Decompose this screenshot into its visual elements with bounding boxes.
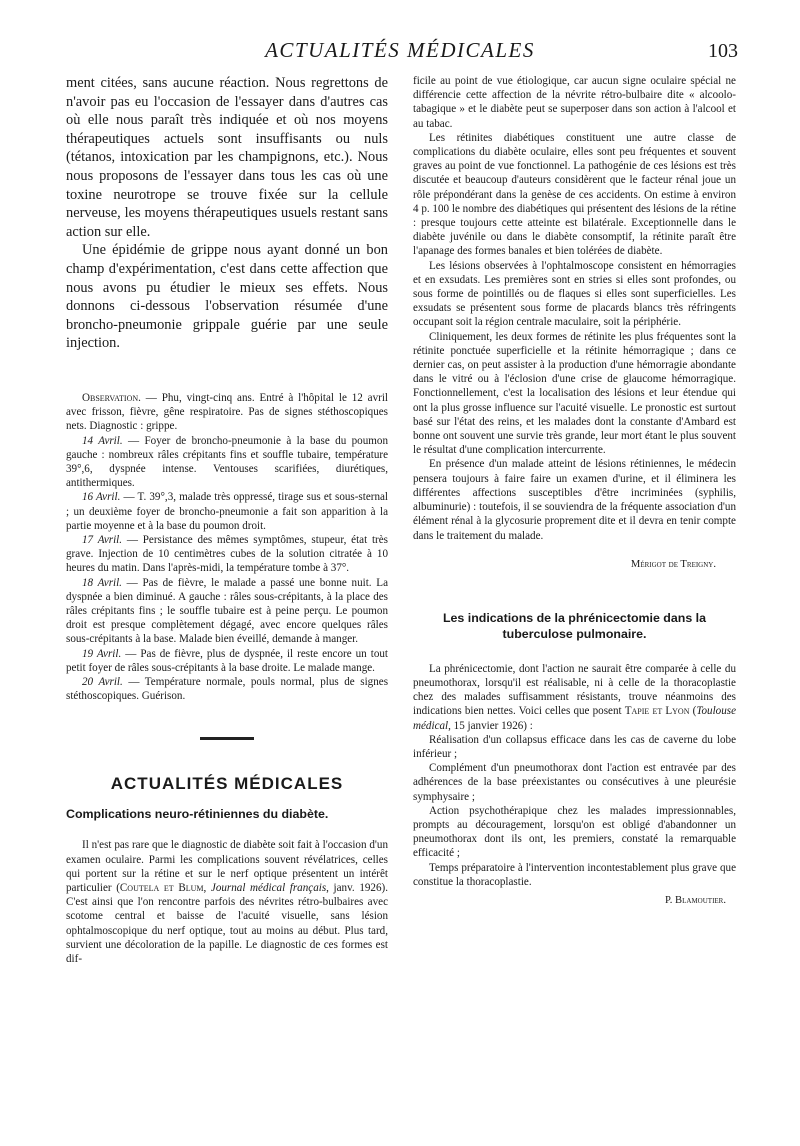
article-authors: Tapie et Lyon: [624, 705, 690, 718]
section-divider: [200, 737, 254, 740]
article-authors: Coutela et Blum: [119, 881, 204, 894]
intro-paragraph-2: Une épidémie de grippe nous ayant donné un bon champ d'expérimentation, c'est dans cette affection que nous avons pu étudier le mieux ses effets. Nous donnons ci-dessous l'observation résumée d'une broncho-pneumonie grippale guérie par une seule injection.: [66, 242, 388, 352]
observation-paragraph: [66, 391, 388, 434]
entry-text: — Foyer de broncho-pneumonie à la base du poumon gauche : nombreux râles crépitants fins et souffle tubaire, température 39°,6, dyspnée intense. Ventouses scarifiées, diurétiques, antithermiques.: [66, 434, 388, 490]
entry-text: — Pas de fièvre, le malade a passé une bonne nuit. La dyspnée a bien diminué. A gauche : râles sous-crépitants, à la place des râles crépitants fins ; le souffle tubaire est à peine perçu. Le poumon droit est presque complètement dégagé, avec encore quelques râles sous-crépitants à la base. Malade bien éveillé, demande à manger.: [66, 576, 388, 646]
text-run: ,: [203, 881, 211, 894]
journal-name: Journal médical français: [210, 881, 327, 894]
article-title-phrenicectomie: Les indications de la phrénicectomie dans la tuberculose pulmonaire.: [442, 610, 707, 641]
right-paragraph-1: ficile au point de vue étiologique, car aucun signe oculaire spécial ne différencie cette affection de la névrite rétro-bulbaire dite « alcoolo-tabagique » et le diabète peut se superposer dans son action à l'alcool et au tabac.: [413, 75, 736, 130]
entry-17-avril: [66, 533, 388, 576]
entry-text: — Température normale, pouls normal, plus de signes stéthoscopiques. Guérison.: [66, 675, 389, 703]
article-phrenicectomie-body: [413, 662, 736, 889]
entry-date: 18 Avril.: [82, 576, 122, 589]
indication-4: Temps préparatoire à l'intervention incontestablement plus grave que constitue la thoracoplastie.: [413, 861, 736, 888]
entry-date: 14 Avril.: [82, 434, 123, 447]
left-column: [66, 74, 388, 966]
phrenicectomie-intro: [413, 662, 736, 733]
article-title-diabete: Complications neuro-rétiniennes du diabète.: [66, 807, 329, 822]
signature-merigot: Mérigot de Treigny.: [630, 558, 716, 570]
observation-text: — Phu, vingt-cinq ans. Entré à l'hôpital le 12 avril avec frisson, fièvre, gêne respiratoire. Pas de signes stéthoscopiques nets. Diagnostic : grippe.: [66, 391, 388, 433]
entry-text: — Persistance des mêmes symptômes, stupeur, état très grave. Injection de 10 centimètres cubes de la solution citratée à 10 heures du matin. Dans l'après-midi, la température tombe à 37°.: [66, 533, 388, 575]
entry-date: 19 Avril.: [82, 647, 122, 660]
article-diabete-body: [66, 838, 388, 966]
entry-18-avril: [66, 576, 388, 647]
observation-block: [66, 391, 388, 703]
text-run: Il n'est pas rare que le diagnostic de diabète soit fait à l'occasion d'un examen oculaire. Parmi les complications souvent révélatrices, celles qui portent sur la rétine et sur le nerf optique présentent un intérêt particulier (: [66, 839, 388, 894]
entry-text: — T. 39°,3, malade très oppressé, tirage sus et sous-sternal ; un deuxième foyer de broncho-pneumonie a fait son apparition à la partie moyenne et à la base du poumon droit.: [66, 491, 388, 532]
text-run: , 15 janvier 1926) :: [448, 719, 533, 732]
article-diabete-paragraph: [66, 838, 388, 966]
right-paragraph-3: Les lésions observées à l'ophtalmoscope consistent en hémorragies et en exsudats. Les premières sont en stries si elles sont profondes, ou sous forme de pointillés ou de flaques si elles sont superficielles. Les exsudats se présentent sous forme de placards blancs très réfringents occupant soit la région centrale maculaire, soit la périphérie.: [413, 259, 736, 329]
indication-1: Réalisation d'un collapsus efficace dans les cas de caverne du lobe inférieur ;: [413, 733, 736, 760]
text-run: , janv. 1926). C'est ainsi que l'on rencontre parfois des névrites rétro-bulbaires avec scotome central et baisse de l'acuité visuelle, sans lésion ophtalmoscopique du nerf optique, tout au moins au début. Plus tard, survient une décoloration de la papille. Le diagnostic de ces formes est dif-: [66, 881, 388, 965]
entry-19-avril: [66, 647, 388, 675]
entry-date: 20 Avril.: [82, 675, 123, 688]
intro-text: [66, 74, 388, 353]
indication-2: Complément d'un pneumothorax dont l'action est entravée par des adhérences de la base préexistantes ou consécutives à une pleurésie symphysaire ;: [413, 762, 736, 803]
observation-label: Observation.: [82, 391, 141, 404]
intro-paragraph-1: ment citées, sans aucune réaction. Nous regrettons de n'avoir pas eu l'occasion de l'essayer dans d'autres cas où elle nous paraît très indiquée et où nos moyens thérapeutiques actuels sont insuffisants ou nuls (tétanos, intoxication par les champignons, etc.). Nous nous proposons de l'essayer dans tous les cas où une toxine neurotrope se trouve fixée sur la cellule nerveuse, les moyens thérapeutiques usuels restant sans action sur elle.: [66, 75, 388, 240]
right-paragraph-4: Cliniquement, les deux formes de rétinite les plus fréquentes sont la rétinite ponctuée superficielle et la rétinite hémorragique ; dans ce dernier cas, on peut assister à la production d'une hémorragie abondante dans le vitré ou à l'éclosion d'une crise de glaucome hémorragique. Fonctionnellement, c'est la localisation des lésions et leur étendue qui ont la plus grosse influence sur l'acuité visuelle. Le pronostic est surtout basé sur l'état des reins, et les malades dont la constante d'Ambard est bonne ont souvent une survie très grande, leur mort étant le plus souvent le résultat d'une complication intercurrente.: [413, 330, 736, 457]
right-paragraph-2: Les rétinites diabétiques constituent une autre classe de complications du diabète oculaire, elles sont peu fréquentes et souvent graves au point de vue fonctionnel. La pathogénie de ces lésions est très discutée et beaucoup d'auteurs considèrent que le facteur rénal joue un rôle prépondérant dans la genèse de ces accidents. On estime à environ 4 p. 100 le nombre des diabétiques qui présentent des lésions de la rétine : presque toujours cette atteinte est bilatérale. Exceptionnelle dans le diabète juvénile ou dans le diabète consomptif, la rétinite paraît être l'apanage des formes banales et bien tolérées de diabète.: [413, 131, 736, 258]
entry-text: — Pas de fièvre, plus de dyspnée, il reste encore un tout petit foyer de râles sous-crépitants à la base droite. Le malade mange.: [66, 647, 388, 674]
indication-3: Action psychothérapique chez les malades impressionnables, prompts au découragement, lorsqu'on est obligé d'abandonner un pneumothorax dont ils ont, les premiers, constaté la remarquable efficacité ;: [413, 804, 736, 860]
entry-date: 17 Avril.: [82, 533, 123, 546]
signature-blamoutier: P. Blamoutier.: [665, 894, 726, 906]
entry-20-avril: [66, 675, 388, 703]
running-title: ACTUALITÉS MÉDICALES: [265, 38, 535, 62]
page-number: 103: [708, 40, 738, 62]
page-header: [0, 36, 800, 66]
text-run: La phrénicectomie, dont l'action ne saurait être comparée à celle du pneumothorax, lorsqu'il est réalisable, ni à celle de la thoracoplastie chez des malades suffisamment résistants, trouve néanmoins des indications bien nettes. Voici celles que posent: [413, 662, 736, 718]
journal-name: Toulouse médical: [413, 705, 737, 732]
article-diabete-continued: [413, 74, 736, 543]
entry-14-avril: [66, 434, 388, 491]
entry-16-avril: [66, 490, 388, 533]
right-column: [413, 74, 736, 906]
right-paragraph-5: En présence d'un malade atteint de lésions rétiniennes, le médecin pensera toujours à faire faire un examen d'urine, et il éliminera les différentes affections susceptibles d'être incriminées (syphilis, albuminurie) : toutefois, il se souviendra de la fréquente association d'un élément rénal à la glycosurie proprement dite et il devra en tenir compte dans le traitement du malade.: [413, 458, 736, 542]
entry-date: 16 Avril.: [82, 491, 121, 504]
text-run: (: [689, 705, 697, 718]
section-title: ACTUALITÉS MÉDICALES: [110, 774, 344, 794]
